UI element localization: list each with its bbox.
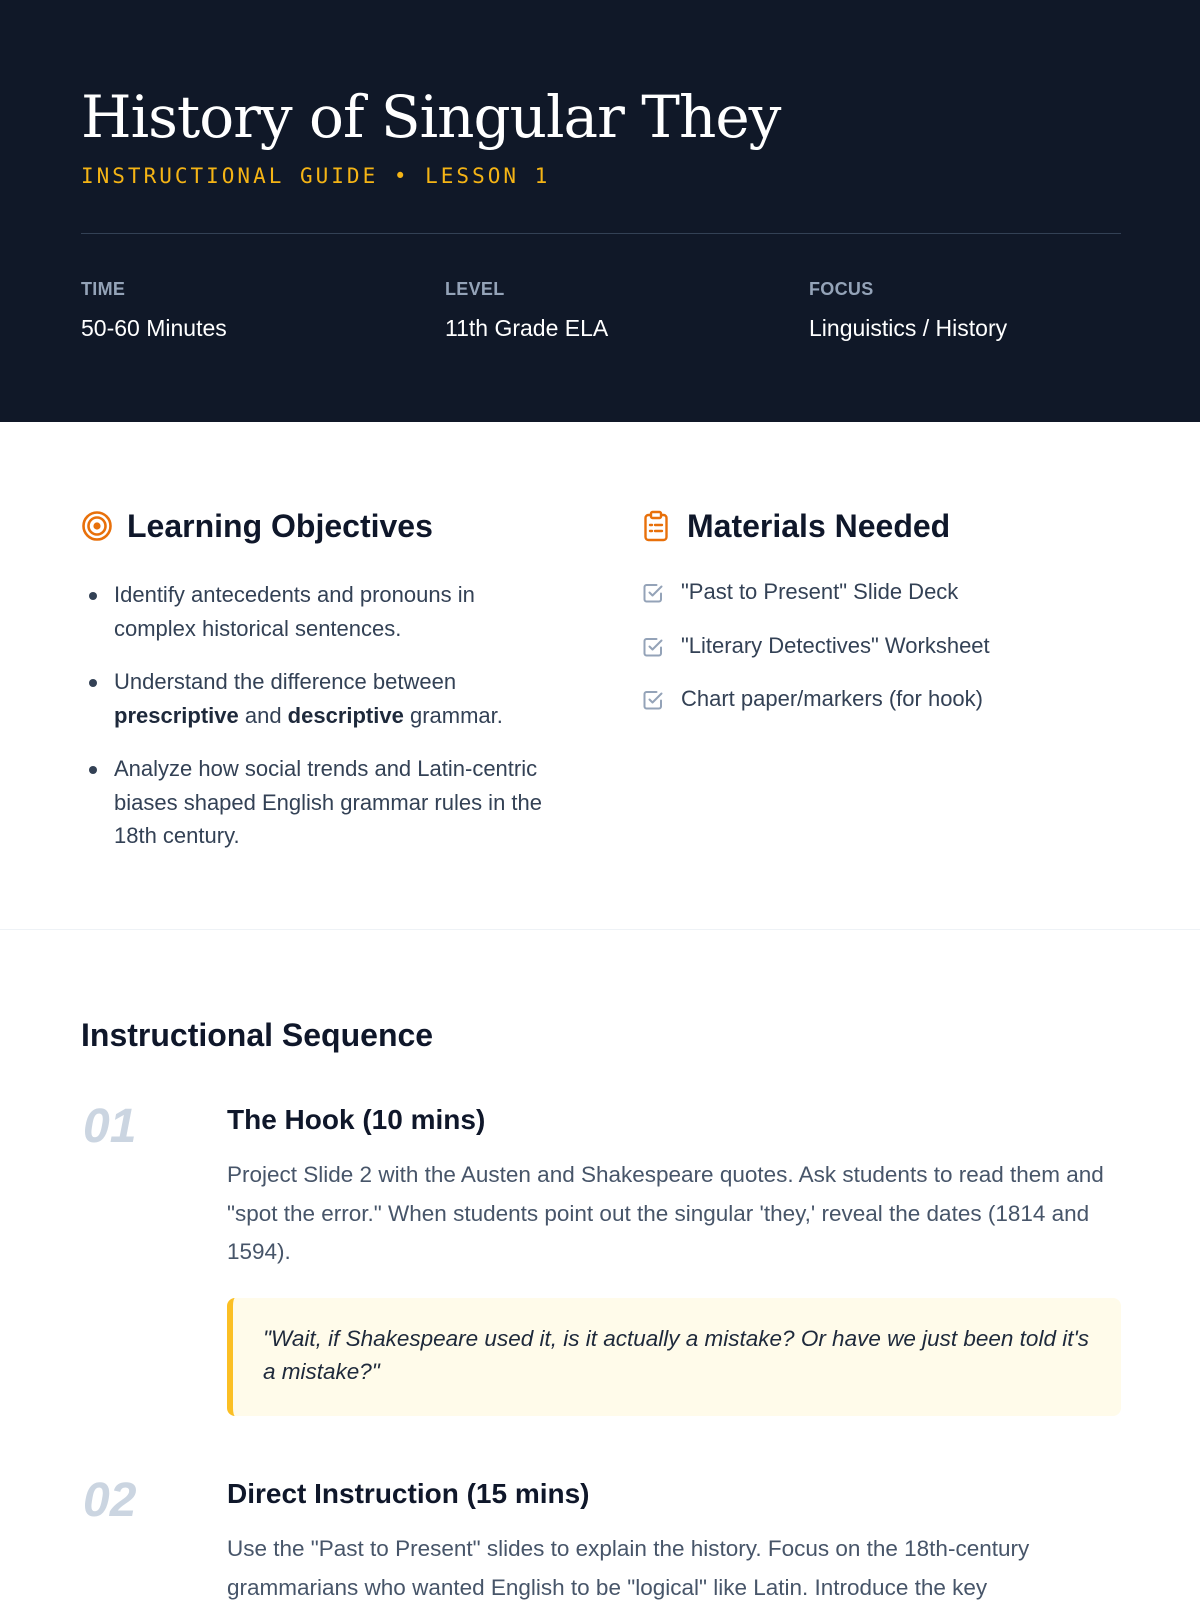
objective-item: Identify antecedents and pronouns in complex historical sentences. xyxy=(81,578,561,645)
sequence-heading: Instructional Sequence xyxy=(81,1017,434,1053)
objective-text: grammar. xyxy=(403,702,503,728)
meta-focus xyxy=(809,277,1129,343)
objectives-list xyxy=(81,578,561,873)
checkbox-checked-icon xyxy=(641,635,665,659)
materials-heading: Materials Needed xyxy=(687,508,951,544)
lesson-header xyxy=(0,0,1200,422)
step-body: Use the "Past to Present" slides to explain the history. Focus on the 18th-century grammarians who wanted English to be "logical" like Latin. Introduce the key xyxy=(227,1536,1030,1600)
material-label: "Past to Present" Slide Deck xyxy=(681,579,959,604)
meta-label: FOCUS xyxy=(809,279,874,299)
quote-text: "Wait, if Shakespeare used it, is it actually a mistake? Or have we just been told it's a mistake?" xyxy=(263,1326,1090,1384)
page-title: History of Singular They xyxy=(81,83,781,151)
step-title: The Hook (10 mins) xyxy=(227,1104,486,1135)
step-number: 01 xyxy=(83,1100,137,1153)
step-body: Project Slide 2 with the Austen and Shakespeare quotes. Ask students to read them and "spot the error." When students point out the singular 'they,' reveal the dates (1814 and 1594). xyxy=(227,1162,1104,1264)
objective-text: Understand the difference between xyxy=(114,669,457,694)
clipboard-icon xyxy=(640,510,672,542)
materials-list xyxy=(641,574,1121,735)
header-divider xyxy=(81,233,1121,234)
page-subtitle: INSTRUCTIONAL GUIDE • LESSON 1 xyxy=(81,164,551,188)
meta-label: TIME xyxy=(81,279,126,299)
material-label: Chart paper/markers (for hook) xyxy=(681,686,983,711)
meta-value: 50-60 Minutes xyxy=(81,315,227,341)
material-item xyxy=(641,574,1121,628)
step-title: Direct Instruction (15 mins) xyxy=(227,1478,590,1509)
meta-level xyxy=(445,277,765,343)
material-item xyxy=(641,628,1121,682)
material-label: "Literary Detectives" Worksheet xyxy=(681,632,990,658)
target-icon xyxy=(81,510,113,542)
meta-label: LEVEL xyxy=(445,279,505,299)
objective-emphasis: prescriptive xyxy=(114,702,239,728)
objective-item xyxy=(81,665,561,732)
meta-value: Linguistics / History xyxy=(809,315,1008,341)
objective-text: and xyxy=(238,702,288,728)
objective-item: Analyze how social trends and Latin-centric biases shaped English grammar rules in the 18th century. xyxy=(81,752,561,853)
step-number: 02 xyxy=(83,1474,137,1527)
material-item xyxy=(641,681,1121,735)
checkbox-checked-icon xyxy=(641,688,665,712)
meta-time xyxy=(81,277,401,343)
section-divider xyxy=(0,929,1200,930)
callout-quote xyxy=(227,1298,1121,1416)
objectives-heading: Learning Objectives xyxy=(127,508,433,544)
meta-value: 11th Grade ELA xyxy=(445,315,609,341)
checkbox-checked-icon xyxy=(641,581,665,605)
objective-emphasis: descriptive xyxy=(287,702,404,728)
